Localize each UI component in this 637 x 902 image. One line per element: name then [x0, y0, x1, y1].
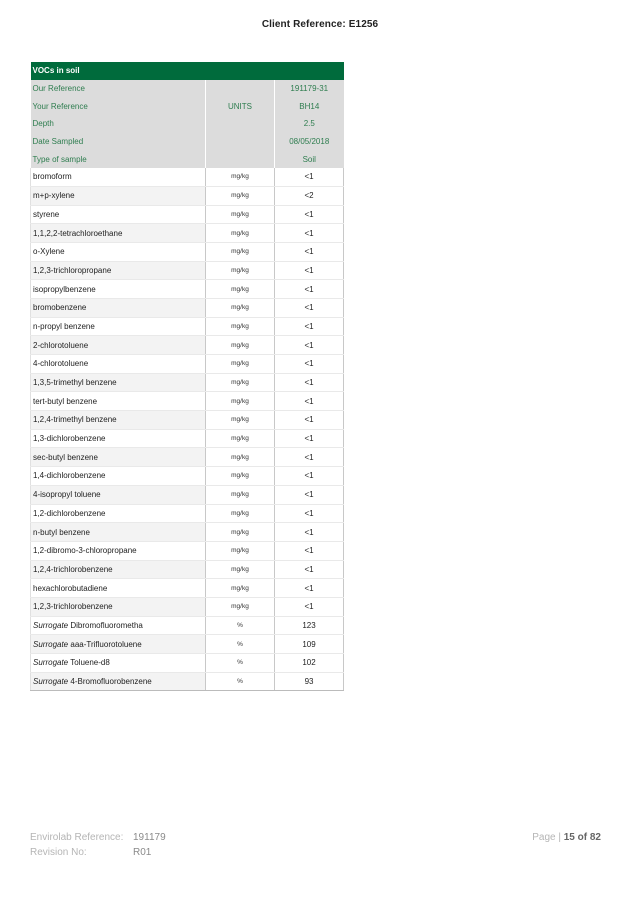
- surrogate-name: [31, 635, 206, 654]
- page-number: [532, 832, 601, 843]
- analyte-name: sec-butyl benzene: [31, 448, 206, 467]
- page-value: 15 of 82: [563, 832, 601, 843]
- analyte-value: <1: [275, 242, 344, 261]
- meta-value: 2.5: [275, 115, 344, 133]
- analyte-value: <1: [275, 429, 344, 448]
- analyte-value: <1: [275, 392, 344, 411]
- meta-row: [31, 115, 344, 133]
- analyte-value: <1: [275, 541, 344, 560]
- analyte-unit: mg/kg: [206, 429, 275, 448]
- table-row: [31, 205, 344, 224]
- analyte-value: <1: [275, 224, 344, 243]
- analyte-unit: mg/kg: [206, 261, 275, 280]
- envirolab-reference-label: Envirolab Reference:: [30, 832, 124, 843]
- analyte-unit: mg/kg: [206, 411, 275, 430]
- table-row: [31, 355, 344, 374]
- analyte-unit: mg/kg: [206, 560, 275, 579]
- surrogate-compound: aaa-Trifluorotoluene: [70, 639, 142, 649]
- surrogate-compound: 4-Bromofluorobenzene: [70, 677, 152, 687]
- analyte-name: hexachlorobutadiene: [31, 579, 206, 598]
- meta-units: [206, 115, 275, 133]
- analyte-value: <1: [275, 411, 344, 430]
- surrogate-name: [31, 616, 206, 635]
- surrogate-prefix: Surrogate: [33, 677, 69, 687]
- analyte-name: 1,3,5-trimethyl benzene: [31, 373, 206, 392]
- meta-value: 08/05/2018: [275, 133, 344, 151]
- analyte-unit: mg/kg: [206, 355, 275, 374]
- surrogate-row: [31, 672, 344, 691]
- analyte-name: bromoform: [31, 168, 206, 186]
- analyte-value: <1: [275, 467, 344, 486]
- surrogate-unit: %: [206, 616, 275, 635]
- analyte-value: <1: [275, 336, 344, 355]
- analyte-unit: mg/kg: [206, 448, 275, 467]
- envirolab-reference-value: 191179: [133, 832, 166, 843]
- analyte-name: 2-chlorotoluene: [31, 336, 206, 355]
- revision-label: Revision No:: [30, 847, 87, 858]
- surrogate-unit: %: [206, 672, 275, 691]
- footer: [30, 830, 166, 860]
- table-row: [31, 242, 344, 261]
- analyte-unit: mg/kg: [206, 597, 275, 616]
- surrogate-value: 93: [275, 672, 344, 691]
- analyte-value: <1: [275, 205, 344, 224]
- analyte-name: styrene: [31, 205, 206, 224]
- surrogate-value: 123: [275, 616, 344, 635]
- table-row: [31, 280, 344, 299]
- table-row: [31, 560, 344, 579]
- analyte-unit: mg/kg: [206, 242, 275, 261]
- analyte-value: <1: [275, 373, 344, 392]
- surrogate-prefix: Surrogate: [33, 620, 69, 630]
- table-row: [31, 523, 344, 542]
- client-reference: [0, 19, 637, 30]
- revision-value: R01: [133, 847, 152, 858]
- client-reference-value: E1256: [348, 19, 379, 30]
- analyte-unit: mg/kg: [206, 373, 275, 392]
- surrogate-compound: Toluene-d8: [70, 658, 110, 668]
- analyte-unit: mg/kg: [206, 523, 275, 542]
- meta-units: [206, 133, 275, 151]
- table-row: [31, 429, 344, 448]
- table-row: [31, 336, 344, 355]
- table-row: [31, 541, 344, 560]
- meta-label: Your Reference: [31, 97, 206, 115]
- analyte-unit: mg/kg: [206, 504, 275, 523]
- analyte-name: tert-butyl benzene: [31, 392, 206, 411]
- surrogate-unit: %: [206, 635, 275, 654]
- analyte-value: <1: [275, 261, 344, 280]
- meta-row: [31, 150, 344, 168]
- analyte-name: 1,2-dichlorobenzene: [31, 504, 206, 523]
- analyte-value: <1: [275, 504, 344, 523]
- analyte-unit: mg/kg: [206, 168, 275, 186]
- meta-row: [31, 133, 344, 151]
- analyte-name: n-propyl benzene: [31, 317, 206, 336]
- meta-value: 191179-31: [275, 80, 344, 98]
- table-row: [31, 317, 344, 336]
- analyte-value: <1: [275, 579, 344, 598]
- meta-row: [31, 80, 344, 98]
- analyte-value: <1: [275, 485, 344, 504]
- surrogate-row: [31, 654, 344, 673]
- surrogate-name: [31, 654, 206, 673]
- analyte-unit: mg/kg: [206, 485, 275, 504]
- analyte-name: 4-chlorotoluene: [31, 355, 206, 374]
- surrogate-prefix: Surrogate: [33, 639, 69, 649]
- analyte-name: 1,4-dichlorobenzene: [31, 467, 206, 486]
- table-row: [31, 467, 344, 486]
- client-reference-label: Client Reference:: [261, 19, 346, 30]
- page-label: Page |: [532, 832, 561, 843]
- meta-label: Type of sample: [31, 150, 206, 168]
- meta-value: BH14: [275, 97, 344, 115]
- table-title-row: [31, 62, 344, 80]
- table-row: [31, 224, 344, 243]
- analyte-name: 1,1,2,2-tetrachloroethane: [31, 224, 206, 243]
- table-row: [31, 411, 344, 430]
- analyte-unit: mg/kg: [206, 392, 275, 411]
- analyte-value: <1: [275, 298, 344, 317]
- surrogate-name: [31, 672, 206, 691]
- surrogate-unit: %: [206, 654, 275, 673]
- analyte-name: m+p-xylene: [31, 186, 206, 205]
- analyte-value: <1: [275, 448, 344, 467]
- analyte-name: isopropylbenzene: [31, 280, 206, 299]
- meta-units: UNITS: [206, 97, 275, 115]
- meta-label: Date Sampled: [31, 133, 206, 151]
- analyte-name: 1,2,3-trichlorobenzene: [31, 597, 206, 616]
- meta-row: [31, 97, 344, 115]
- table-row: [31, 504, 344, 523]
- analyte-value: <1: [275, 523, 344, 542]
- analyte-value: <1: [275, 560, 344, 579]
- table-row: [31, 261, 344, 280]
- table-row: [31, 579, 344, 598]
- analyte-unit: mg/kg: [206, 541, 275, 560]
- analyte-name: 1,3-dichlorobenzene: [31, 429, 206, 448]
- analyte-value: <1: [275, 597, 344, 616]
- analyte-name: n-butyl benzene: [31, 523, 206, 542]
- surrogate-prefix: Surrogate: [33, 658, 69, 668]
- analyte-value: <1: [275, 280, 344, 299]
- meta-units: [206, 80, 275, 98]
- analyte-unit: mg/kg: [206, 205, 275, 224]
- analyte-unit: mg/kg: [206, 280, 275, 299]
- analyte-name: 1,2,4-trimethyl benzene: [31, 411, 206, 430]
- analyte-name: 1,2,4-trichlorobenzene: [31, 560, 206, 579]
- table-row: [31, 168, 344, 186]
- analyte-value: <1: [275, 317, 344, 336]
- analyte-name: bromobenzene: [31, 298, 206, 317]
- analyte-unit: mg/kg: [206, 224, 275, 243]
- table-title: VOCs in soil: [31, 62, 344, 80]
- analyte-unit: mg/kg: [206, 317, 275, 336]
- table-row: [31, 373, 344, 392]
- meta-value: Soil: [275, 150, 344, 168]
- surrogate-row: [31, 635, 344, 654]
- meta-units: [206, 150, 275, 168]
- analyte-name: 1,2-dibromo-3-chloropropane: [31, 541, 206, 560]
- meta-label: Depth: [31, 115, 206, 133]
- table-row: [31, 485, 344, 504]
- surrogate-row: [31, 616, 344, 635]
- table-row: [31, 186, 344, 205]
- analyte-unit: mg/kg: [206, 298, 275, 317]
- surrogate-value: 102: [275, 654, 344, 673]
- meta-label: Our Reference: [31, 80, 206, 98]
- table-row: [31, 448, 344, 467]
- analyte-unit: mg/kg: [206, 336, 275, 355]
- table-row: [31, 597, 344, 616]
- analyte-unit: mg/kg: [206, 579, 275, 598]
- analyte-name: 1,2,3-trichloropropane: [31, 261, 206, 280]
- surrogate-compound: Dibromofluorometha: [70, 620, 143, 630]
- analyte-name: o-Xylene: [31, 242, 206, 261]
- analyte-unit: mg/kg: [206, 467, 275, 486]
- analyte-name: 4-isopropyl toluene: [31, 485, 206, 504]
- analyte-value: <2: [275, 186, 344, 205]
- table-row: [31, 392, 344, 411]
- table-row: [31, 298, 344, 317]
- surrogate-value: 109: [275, 635, 344, 654]
- analyte-value: <1: [275, 168, 344, 186]
- vocs-table: [30, 62, 344, 691]
- analyte-value: <1: [275, 355, 344, 374]
- analyte-unit: mg/kg: [206, 186, 275, 205]
